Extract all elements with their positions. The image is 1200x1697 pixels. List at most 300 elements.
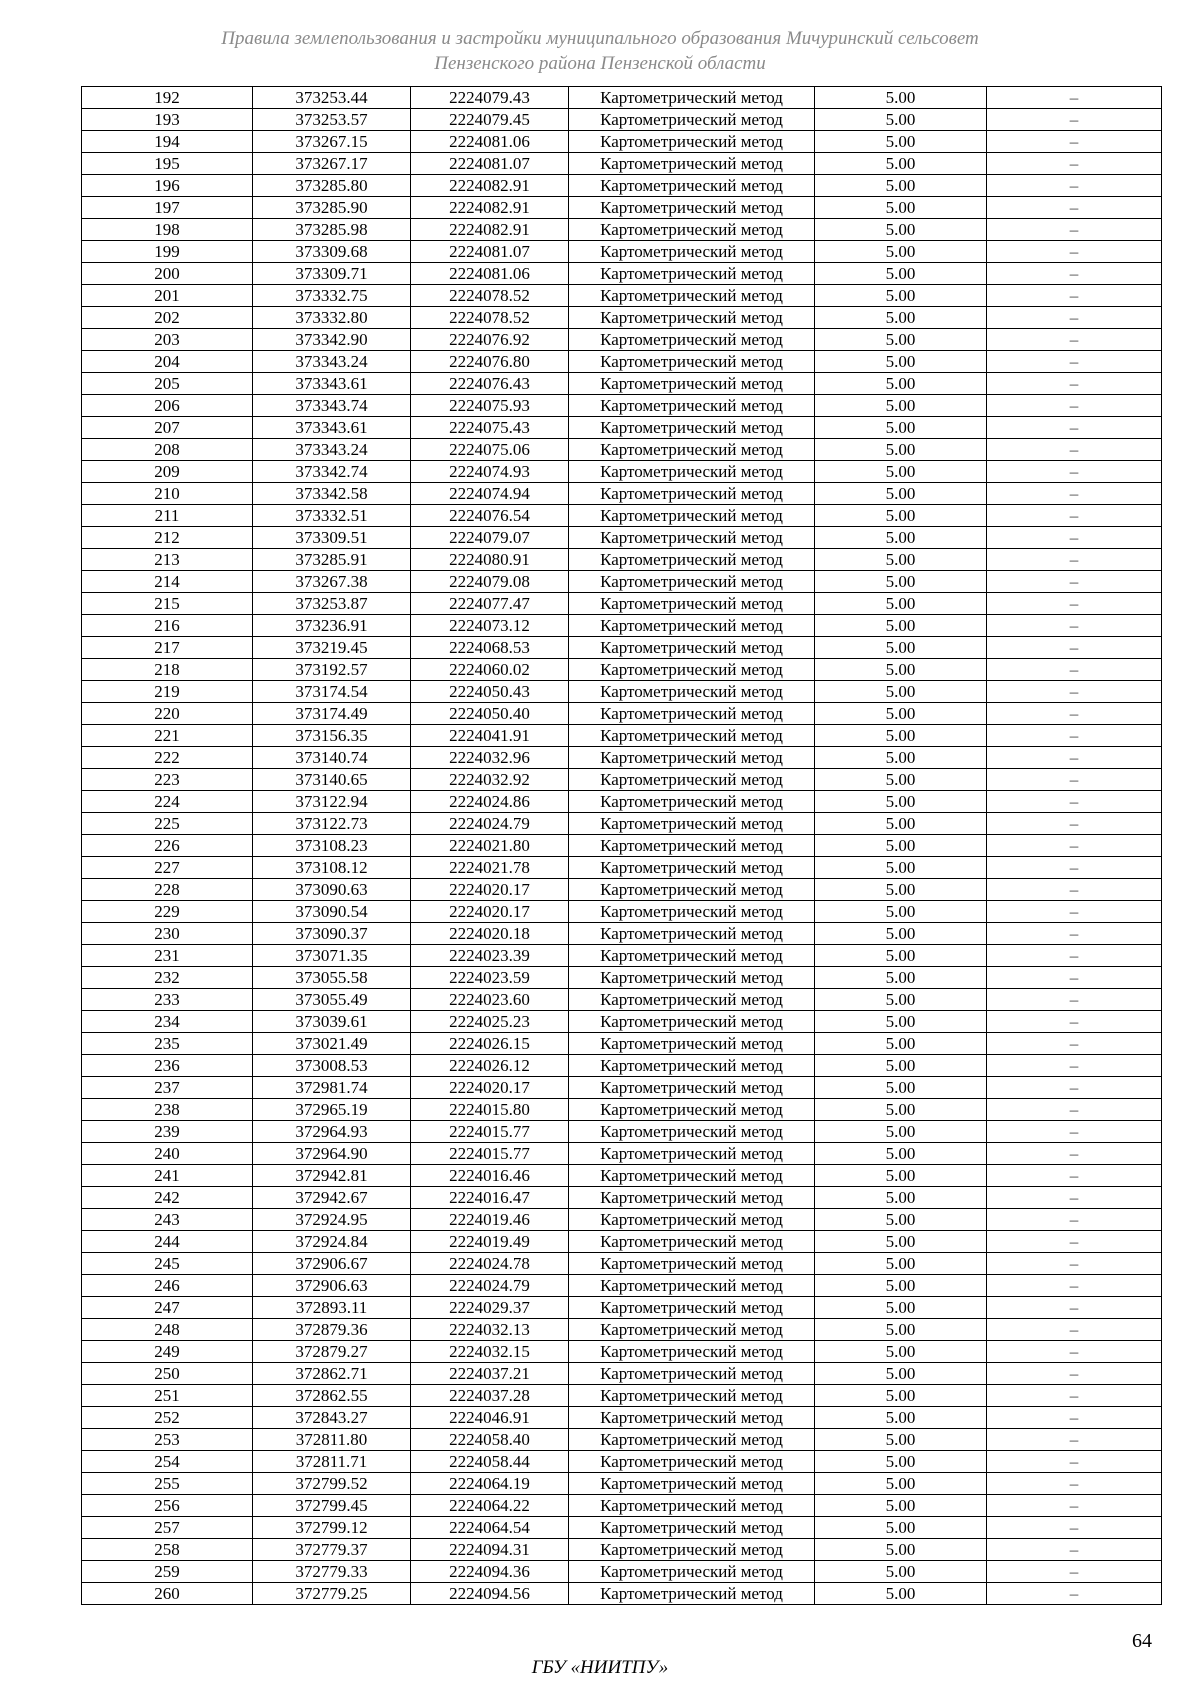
table-row [82, 219, 1162, 241]
table-row [82, 593, 1162, 615]
cell-x-coordinate: 372862.71 [253, 1363, 411, 1385]
cell-y-coordinate: 2224046.91 [411, 1407, 569, 1429]
cell-x-coordinate: 373008.53 [253, 1055, 411, 1077]
cell-point-number: 249 [82, 1341, 253, 1363]
cell-method: Картометрический метод [569, 461, 815, 483]
cell-y-coordinate: 2224026.15 [411, 1033, 569, 1055]
cell-point-number: 250 [82, 1363, 253, 1385]
table-row [82, 461, 1162, 483]
cell-y-coordinate: 2224029.37 [411, 1297, 569, 1319]
cell-method: Картометрический метод [569, 1517, 815, 1539]
cell-accuracy: 5.00 [815, 417, 987, 439]
table-row [82, 923, 1162, 945]
cell-x-coordinate: 373174.54 [253, 681, 411, 703]
cell-y-coordinate: 2224068.53 [411, 637, 569, 659]
cell-point-number: 232 [82, 967, 253, 989]
cell-method: Картометрический метод [569, 483, 815, 505]
cell-point-number: 224 [82, 791, 253, 813]
cell-point-number: 195 [82, 153, 253, 175]
cell-accuracy: 5.00 [815, 307, 987, 329]
cell-x-coordinate: 373267.38 [253, 571, 411, 593]
cell-point-number: 231 [82, 945, 253, 967]
table-row [82, 1517, 1162, 1539]
cell-note: – [987, 1451, 1162, 1473]
cell-accuracy: 5.00 [815, 769, 987, 791]
cell-x-coordinate: 373285.90 [253, 197, 411, 219]
cell-note: – [987, 109, 1162, 131]
cell-point-number: 226 [82, 835, 253, 857]
cell-note: – [987, 989, 1162, 1011]
cell-accuracy: 5.00 [815, 923, 987, 945]
table-row [82, 571, 1162, 593]
table-row [82, 373, 1162, 395]
cell-method: Картометрический метод [569, 1341, 815, 1363]
cell-accuracy: 5.00 [815, 1055, 987, 1077]
cell-y-coordinate: 2224079.43 [411, 87, 569, 109]
table-row [82, 615, 1162, 637]
table-row [82, 769, 1162, 791]
cell-y-coordinate: 2224060.02 [411, 659, 569, 681]
cell-note: – [987, 1143, 1162, 1165]
cell-point-number: 255 [82, 1473, 253, 1495]
table-row [82, 1165, 1162, 1187]
cell-method: Картометрический метод [569, 615, 815, 637]
cell-accuracy: 5.00 [815, 1583, 987, 1605]
cell-y-coordinate: 2224076.43 [411, 373, 569, 395]
table-row [82, 1473, 1162, 1495]
cell-method: Картометрический метод [569, 197, 815, 219]
cell-point-number: 205 [82, 373, 253, 395]
cell-point-number: 202 [82, 307, 253, 329]
cell-accuracy: 5.00 [815, 725, 987, 747]
cell-y-coordinate: 2224024.78 [411, 1253, 569, 1275]
cell-method: Картометрический метод [569, 593, 815, 615]
table-row [82, 1231, 1162, 1253]
cell-note: – [987, 153, 1162, 175]
cell-point-number: 217 [82, 637, 253, 659]
cell-point-number: 260 [82, 1583, 253, 1605]
header-line-1: Правила землепользования и застройки муниципального образования Мичуринский сельсовет [221, 28, 979, 49]
table-row [82, 637, 1162, 659]
cell-accuracy: 5.00 [815, 1539, 987, 1561]
table-row [82, 197, 1162, 219]
page-number: 64 [1132, 1630, 1152, 1652]
cell-x-coordinate: 373332.51 [253, 505, 411, 527]
table-row [82, 659, 1162, 681]
cell-point-number: 247 [82, 1297, 253, 1319]
cell-accuracy: 5.00 [815, 1517, 987, 1539]
cell-y-coordinate: 2224058.44 [411, 1451, 569, 1473]
cell-method: Картометрический метод [569, 1561, 815, 1583]
cell-point-number: 196 [82, 175, 253, 197]
cell-y-coordinate: 2224041.91 [411, 725, 569, 747]
cell-note: – [987, 835, 1162, 857]
cell-method: Картометрический метод [569, 1231, 815, 1253]
table-row [82, 153, 1162, 175]
cell-point-number: 207 [82, 417, 253, 439]
cell-note: – [987, 263, 1162, 285]
cell-y-coordinate: 2224023.59 [411, 967, 569, 989]
cell-point-number: 222 [82, 747, 253, 769]
cell-accuracy: 5.00 [815, 285, 987, 307]
cell-x-coordinate: 372879.36 [253, 1319, 411, 1341]
cell-x-coordinate: 373332.75 [253, 285, 411, 307]
cell-x-coordinate: 372924.84 [253, 1231, 411, 1253]
cell-accuracy: 5.00 [815, 351, 987, 373]
cell-x-coordinate: 372779.25 [253, 1583, 411, 1605]
cell-method: Картометрический метод [569, 989, 815, 1011]
cell-method: Картометрический метод [569, 395, 815, 417]
cell-note: – [987, 1407, 1162, 1429]
cell-note: – [987, 1121, 1162, 1143]
cell-accuracy: 5.00 [815, 1473, 987, 1495]
cell-method: Картометрический метод [569, 175, 815, 197]
cell-y-coordinate: 2224032.92 [411, 769, 569, 791]
cell-accuracy: 5.00 [815, 879, 987, 901]
table-row [82, 87, 1162, 109]
table-row [82, 417, 1162, 439]
table-row [82, 1187, 1162, 1209]
cell-point-number: 244 [82, 1231, 253, 1253]
cell-accuracy: 5.00 [815, 1297, 987, 1319]
table-row [82, 1385, 1162, 1407]
cell-method: Картометрический метод [569, 923, 815, 945]
cell-x-coordinate: 373285.91 [253, 549, 411, 571]
cell-x-coordinate: 373267.15 [253, 131, 411, 153]
cell-note: – [987, 1033, 1162, 1055]
cell-y-coordinate: 2224073.12 [411, 615, 569, 637]
cell-point-number: 256 [82, 1495, 253, 1517]
cell-point-number: 240 [82, 1143, 253, 1165]
cell-method: Картометрический метод [569, 857, 815, 879]
cell-method: Картометрический метод [569, 769, 815, 791]
table-row [82, 505, 1162, 527]
cell-x-coordinate: 373343.61 [253, 373, 411, 395]
cell-method: Картометрический метод [569, 703, 815, 725]
cell-method: Картометрический метод [569, 549, 815, 571]
cell-x-coordinate: 372862.55 [253, 1385, 411, 1407]
cell-y-coordinate: 2224019.49 [411, 1231, 569, 1253]
cell-point-number: 218 [82, 659, 253, 681]
cell-accuracy: 5.00 [815, 1187, 987, 1209]
cell-note: – [987, 1583, 1162, 1605]
cell-y-coordinate: 2224050.40 [411, 703, 569, 725]
cell-accuracy: 5.00 [815, 1231, 987, 1253]
cell-accuracy: 5.00 [815, 461, 987, 483]
cell-note: – [987, 1231, 1162, 1253]
cell-x-coordinate: 372965.19 [253, 1099, 411, 1121]
cell-note: – [987, 1099, 1162, 1121]
cell-method: Картометрический метод [569, 901, 815, 923]
cell-point-number: 259 [82, 1561, 253, 1583]
cell-x-coordinate: 373253.87 [253, 593, 411, 615]
cell-accuracy: 5.00 [815, 1165, 987, 1187]
cell-point-number: 214 [82, 571, 253, 593]
cell-method: Картометрический метод [569, 439, 815, 461]
cell-x-coordinate: 373090.54 [253, 901, 411, 923]
cell-x-coordinate: 373253.57 [253, 109, 411, 131]
cell-x-coordinate: 373140.74 [253, 747, 411, 769]
cell-accuracy: 5.00 [815, 1561, 987, 1583]
cell-point-number: 241 [82, 1165, 253, 1187]
cell-accuracy: 5.00 [815, 1077, 987, 1099]
cell-point-number: 204 [82, 351, 253, 373]
cell-method: Картометрический метод [569, 1429, 815, 1451]
cell-accuracy: 5.00 [815, 197, 987, 219]
cell-accuracy: 5.00 [815, 87, 987, 109]
table-row [82, 1077, 1162, 1099]
cell-y-coordinate: 2224078.52 [411, 285, 569, 307]
cell-note: – [987, 1363, 1162, 1385]
table-row [82, 1583, 1162, 1605]
table-row [82, 307, 1162, 329]
cell-note: – [987, 1385, 1162, 1407]
cell-method: Картометрический метод [569, 1297, 815, 1319]
cell-note: – [987, 1539, 1162, 1561]
cell-x-coordinate: 373055.49 [253, 989, 411, 1011]
cell-y-coordinate: 2224082.91 [411, 219, 569, 241]
cell-note: – [987, 791, 1162, 813]
cell-note: – [987, 1429, 1162, 1451]
cell-x-coordinate: 373122.73 [253, 813, 411, 835]
cell-y-coordinate: 2224064.19 [411, 1473, 569, 1495]
table-row [82, 1253, 1162, 1275]
cell-point-number: 227 [82, 857, 253, 879]
cell-x-coordinate: 372964.93 [253, 1121, 411, 1143]
table-row [82, 263, 1162, 285]
cell-method: Картометрический метод [569, 153, 815, 175]
table-row [82, 527, 1162, 549]
table-row [82, 703, 1162, 725]
cell-x-coordinate: 373071.35 [253, 945, 411, 967]
cell-method: Картометрический метод [569, 813, 815, 835]
cell-y-coordinate: 2224058.40 [411, 1429, 569, 1451]
cell-accuracy: 5.00 [815, 175, 987, 197]
cell-note: – [987, 461, 1162, 483]
cell-point-number: 206 [82, 395, 253, 417]
table-row [82, 1143, 1162, 1165]
cell-y-coordinate: 2224081.06 [411, 131, 569, 153]
cell-note: – [987, 725, 1162, 747]
cell-accuracy: 5.00 [815, 483, 987, 505]
table-row [82, 1275, 1162, 1297]
table-row [82, 1561, 1162, 1583]
cell-x-coordinate: 373342.58 [253, 483, 411, 505]
cell-y-coordinate: 2224076.80 [411, 351, 569, 373]
table-row [82, 1011, 1162, 1033]
cell-method: Картометрический метод [569, 835, 815, 857]
cell-note: – [987, 1275, 1162, 1297]
cell-y-coordinate: 2224064.54 [411, 1517, 569, 1539]
cell-point-number: 237 [82, 1077, 253, 1099]
cell-note: – [987, 1297, 1162, 1319]
cell-x-coordinate: 373332.80 [253, 307, 411, 329]
cell-y-coordinate: 2224079.08 [411, 571, 569, 593]
cell-x-coordinate: 372964.90 [253, 1143, 411, 1165]
cell-method: Картометрический метод [569, 1187, 815, 1209]
cell-x-coordinate: 372811.71 [253, 1451, 411, 1473]
cell-x-coordinate: 373309.68 [253, 241, 411, 263]
cell-x-coordinate: 373156.35 [253, 725, 411, 747]
cell-y-coordinate: 2224076.92 [411, 329, 569, 351]
cell-note: – [987, 1495, 1162, 1517]
cell-x-coordinate: 373021.49 [253, 1033, 411, 1055]
cell-y-coordinate: 2224037.21 [411, 1363, 569, 1385]
cell-note: – [987, 395, 1162, 417]
table-row [82, 109, 1162, 131]
table-row [82, 857, 1162, 879]
cell-accuracy: 5.00 [815, 527, 987, 549]
cell-point-number: 257 [82, 1517, 253, 1539]
cell-method: Картометрический метод [569, 1385, 815, 1407]
cell-y-coordinate: 2224074.94 [411, 483, 569, 505]
table-row [82, 439, 1162, 461]
cell-note: – [987, 945, 1162, 967]
cell-method: Картометрический метод [569, 1143, 815, 1165]
cell-method: Картометрический метод [569, 1033, 815, 1055]
cell-y-coordinate: 2224081.07 [411, 153, 569, 175]
cell-x-coordinate: 373343.61 [253, 417, 411, 439]
cell-y-coordinate: 2224081.06 [411, 263, 569, 285]
cell-note: – [987, 439, 1162, 461]
cell-point-number: 246 [82, 1275, 253, 1297]
cell-accuracy: 5.00 [815, 1495, 987, 1517]
cell-point-number: 212 [82, 527, 253, 549]
cell-y-coordinate: 2224026.12 [411, 1055, 569, 1077]
cell-point-number: 248 [82, 1319, 253, 1341]
cell-accuracy: 5.00 [815, 131, 987, 153]
cell-x-coordinate: 372893.11 [253, 1297, 411, 1319]
cell-accuracy: 5.00 [815, 109, 987, 131]
cell-accuracy: 5.00 [815, 263, 987, 285]
cell-note: – [987, 769, 1162, 791]
cell-x-coordinate: 373342.74 [253, 461, 411, 483]
cell-method: Картометрический метод [569, 945, 815, 967]
cell-note: – [987, 505, 1162, 527]
cell-y-coordinate: 2224032.13 [411, 1319, 569, 1341]
cell-method: Картометрический метод [569, 1319, 815, 1341]
cell-note: – [987, 527, 1162, 549]
cell-y-coordinate: 2224024.86 [411, 791, 569, 813]
cell-y-coordinate: 2224074.93 [411, 461, 569, 483]
cell-note: – [987, 197, 1162, 219]
cell-method: Картометрический метод [569, 1209, 815, 1231]
table-row [82, 329, 1162, 351]
table-row [82, 681, 1162, 703]
cell-y-coordinate: 2224024.79 [411, 1275, 569, 1297]
cell-note: – [987, 879, 1162, 901]
cell-method: Картометрический метод [569, 1165, 815, 1187]
cell-y-coordinate: 2224032.15 [411, 1341, 569, 1363]
cell-point-number: 200 [82, 263, 253, 285]
cell-method: Картометрический метод [569, 791, 815, 813]
table-row [82, 1319, 1162, 1341]
cell-x-coordinate: 373219.45 [253, 637, 411, 659]
cell-note: – [987, 1165, 1162, 1187]
cell-method: Картометрический метод [569, 1451, 815, 1473]
header-line-2: Пензенского района Пензенской области [434, 53, 766, 74]
cell-point-number: 192 [82, 87, 253, 109]
cell-accuracy: 5.00 [815, 1407, 987, 1429]
cell-note: – [987, 1561, 1162, 1583]
cell-x-coordinate: 373055.58 [253, 967, 411, 989]
table-row [82, 813, 1162, 835]
cell-point-number: 235 [82, 1033, 253, 1055]
cell-accuracy: 5.00 [815, 1319, 987, 1341]
cell-method: Картометрический метод [569, 659, 815, 681]
cell-x-coordinate: 373090.37 [253, 923, 411, 945]
cell-point-number: 253 [82, 1429, 253, 1451]
cell-method: Картометрический метод [569, 967, 815, 989]
table-row [82, 1495, 1162, 1517]
table-row [82, 747, 1162, 769]
cell-point-number: 238 [82, 1099, 253, 1121]
cell-y-coordinate: 2224094.31 [411, 1539, 569, 1561]
cell-note: – [987, 373, 1162, 395]
cell-method: Картометрический метод [569, 263, 815, 285]
cell-accuracy: 5.00 [815, 549, 987, 571]
cell-y-coordinate: 2224015.77 [411, 1121, 569, 1143]
cell-x-coordinate: 372981.74 [253, 1077, 411, 1099]
cell-method: Картометрический метод [569, 1121, 815, 1143]
cell-note: – [987, 131, 1162, 153]
cell-point-number: 234 [82, 1011, 253, 1033]
cell-x-coordinate: 373108.12 [253, 857, 411, 879]
table-row [82, 879, 1162, 901]
cell-accuracy: 5.00 [815, 329, 987, 351]
table-row [82, 395, 1162, 417]
cell-note: – [987, 681, 1162, 703]
cell-accuracy: 5.00 [815, 703, 987, 725]
cell-x-coordinate: 373174.49 [253, 703, 411, 725]
cell-y-coordinate: 2224021.80 [411, 835, 569, 857]
cell-y-coordinate: 2224077.47 [411, 593, 569, 615]
cell-note: – [987, 659, 1162, 681]
table-row [82, 131, 1162, 153]
cell-accuracy: 5.00 [815, 219, 987, 241]
cell-y-coordinate: 2224020.18 [411, 923, 569, 945]
table-row [82, 725, 1162, 747]
cell-note: – [987, 703, 1162, 725]
table-row [82, 175, 1162, 197]
table-row [82, 483, 1162, 505]
cell-accuracy: 5.00 [815, 747, 987, 769]
cell-point-number: 194 [82, 131, 253, 153]
cell-x-coordinate: 373309.51 [253, 527, 411, 549]
cell-y-coordinate: 2224075.43 [411, 417, 569, 439]
cell-note: – [987, 593, 1162, 615]
cell-y-coordinate: 2224015.77 [411, 1143, 569, 1165]
cell-point-number: 210 [82, 483, 253, 505]
table-row [82, 1341, 1162, 1363]
cell-point-number: 213 [82, 549, 253, 571]
coordinates-table [81, 86, 1162, 1605]
cell-y-coordinate: 2224082.91 [411, 197, 569, 219]
cell-note: – [987, 1253, 1162, 1275]
table-row [82, 901, 1162, 923]
cell-x-coordinate: 373285.80 [253, 175, 411, 197]
cell-point-number: 221 [82, 725, 253, 747]
page-footer: ГБУ «НИИТПУ» [531, 1657, 669, 1678]
cell-x-coordinate: 373108.23 [253, 835, 411, 857]
cell-y-coordinate: 2224082.91 [411, 175, 569, 197]
cell-note: – [987, 1187, 1162, 1209]
cell-accuracy: 5.00 [815, 659, 987, 681]
cell-point-number: 198 [82, 219, 253, 241]
cell-method: Картометрический метод [569, 1253, 815, 1275]
cell-y-coordinate: 2224075.06 [411, 439, 569, 461]
cell-accuracy: 5.00 [815, 813, 987, 835]
